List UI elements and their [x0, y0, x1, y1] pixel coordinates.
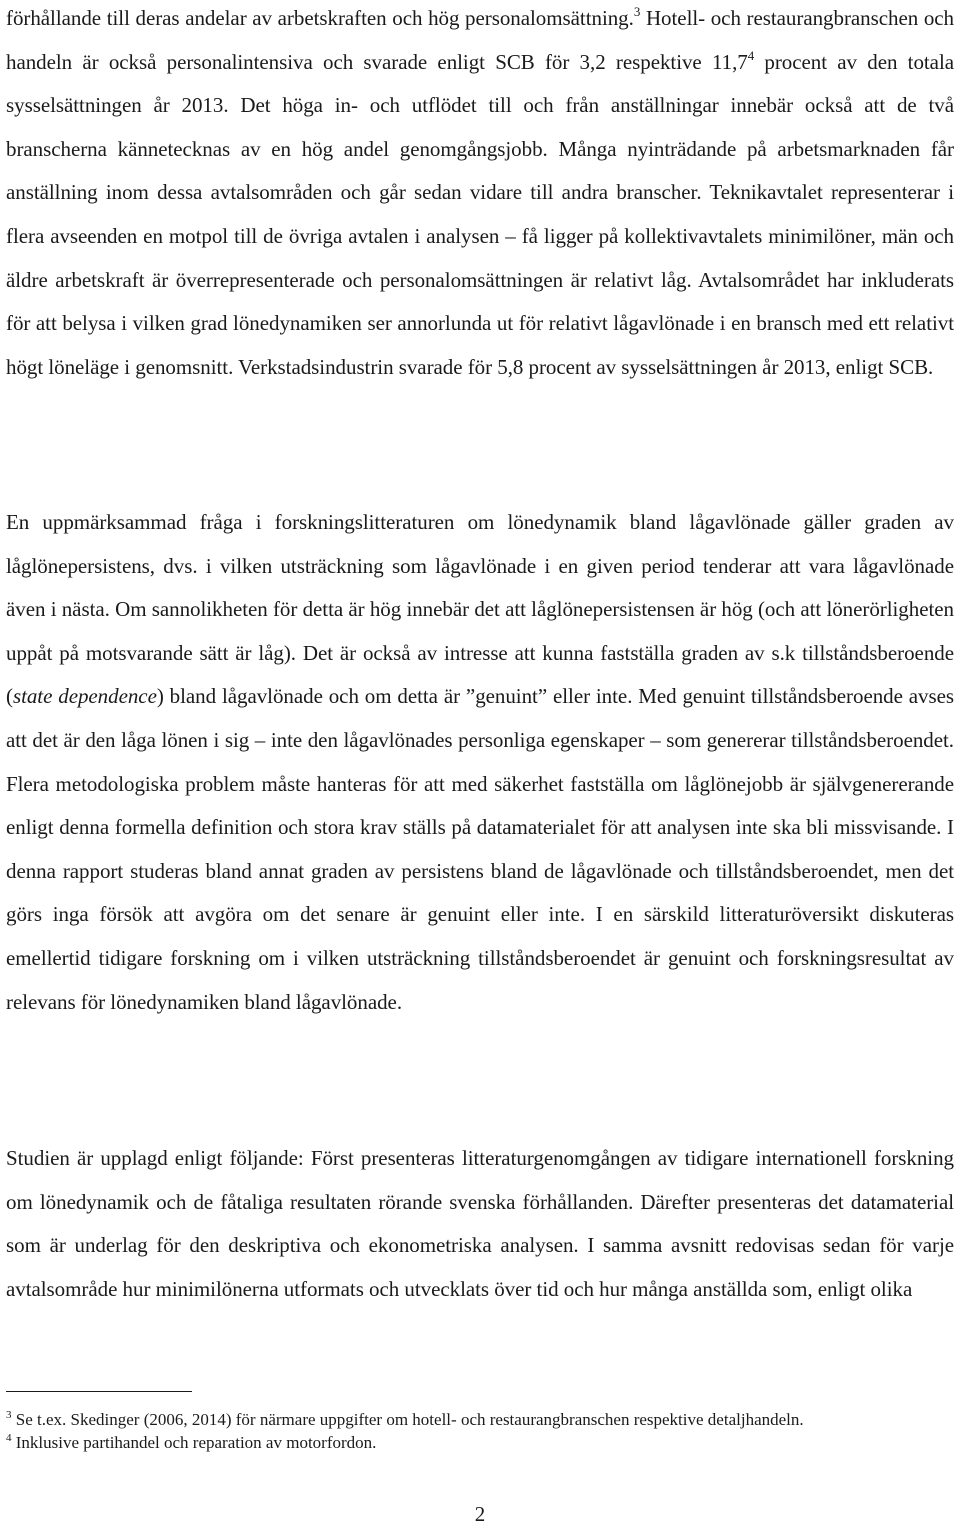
paragraph-text: Hotell- och restaurangbranschen och handeln är också personalintensiva och svarade enligt SCB för 3,2 respektive 11,7 — [6, 6, 954, 74]
footnote-number: 4 — [6, 1432, 12, 1444]
body-paragraph-3 — [6, 1137, 954, 1311]
footnotes — [6, 1408, 946, 1454]
footnote-reference[interactable]: 4 — [747, 47, 755, 63]
paragraph-text: Studien är upplagd enligt följande: Först presenteras litteraturgenomgången av tidigare internationell forskning om lönedynamik och de fåtaliga resultaten rörande svenska förhållanden. Därefter presenteras det datamaterial som är underlag för den deskriptiva och ekonometriska analysen. I samma avsnitt redovisas sedan för varje avtalsområde hur minimilönerna utformats och utvecklats över tid och hur många anställda som, enligt olika — [6, 1146, 954, 1301]
body-paragraph-2 — [6, 501, 954, 1024]
page-number: 2 — [474, 1502, 486, 1526]
footnote-3 — [6, 1408, 946, 1431]
footnote-4 — [6, 1431, 946, 1454]
footnote-text: Se t.ex. Skedinger (2006, 2014) för närmare uppgifter om hotell- och restaurangbranschen respektive detaljhandeln. — [11, 1410, 804, 1429]
body-paragraph-1 — [6, 0, 954, 389]
footnote-text: Inklusive partihandel och reparation av motorfordon. — [11, 1433, 377, 1452]
paragraph-text: förhållande till deras andelar av arbetskraften och hög personalomsättning. — [6, 6, 634, 30]
italic-term: state dependence — [12, 684, 157, 709]
footnote-divider — [6, 1391, 192, 1392]
paragraph-text: procent av den totala sysselsättningen år 2013. Det höga in- och utflödet till och från anställningar innebär också att de två branscherna kännetecknas av en hög andel genomgångsjobb. Många nyinträdande på arbetsmarknaden får anställning inom dessa avtalsområden och går sedan vidare till andra branscher. Teknikavtalet representerar i flera avseenden en motpol till de övriga avtalen i analysen – få ligger på kollektivavtalets minimilöner, män och äldre arbetskraft är överrepresenterade och personalomsättningen är relativt låg. Avtalsområdet har inkluderats för att belysa i vilken grad lönedynamiken ser annorlunda ut för relativt lågavlönade i en bransch med ett relativt högt löneläge i genomsnitt. Verkstadsindustrin svarade för 5,8 procent av sysselsättningen år 2013, enligt SCB. — [6, 49, 955, 379]
footnote-number: 3 — [6, 1409, 12, 1421]
paragraph-text: ) bland lågavlönade och om detta är ”genuint” eller inte. Med genuint tillståndsberoende avses att det är den låga lönen i sig – inte den lågavlönades personliga egenskaper – som genererar tillståndsberoendet. Flera metodologiska problem måste hanteras för att med säkerhet fastställa om låglönejobb är självgenererande enligt denna formella definition och stora krav ställs på datamaterialet för att analysen inte ska bli missvisande. I denna rapport studeras bland annat graden av persistens bland de lågavlönade och tillståndsberoendet, men det görs inga försök att avgöra om det senare är genuint eller inte. I en särskild litteraturöversikt diskuteras emellertid tidigare forskning om i vilken utsträckning tillståndsberoendet är genuint och forskningsresultat av relevans för lönedynamiken bland lågavlönade. — [6, 684, 955, 1014]
paragraph-text: En uppmärksammad fråga i forskningslitteraturen om lönedynamik bland lågavlönade gäller graden av låglönepersistens, dvs. i vilken utsträckning som lågavlönade i en given period tenderar att vara lågavlönade även i nästa. Om sannolikheten för detta är hög innebär det att låglönepersistensen är hög (och att lönerörligheten uppåt på motsvarande sätt är låg). Det är också av intresse att kunna fastställa graden av s.k tillståndsberoende ( — [6, 510, 954, 709]
footnote-reference[interactable]: 3 — [633, 4, 641, 19]
